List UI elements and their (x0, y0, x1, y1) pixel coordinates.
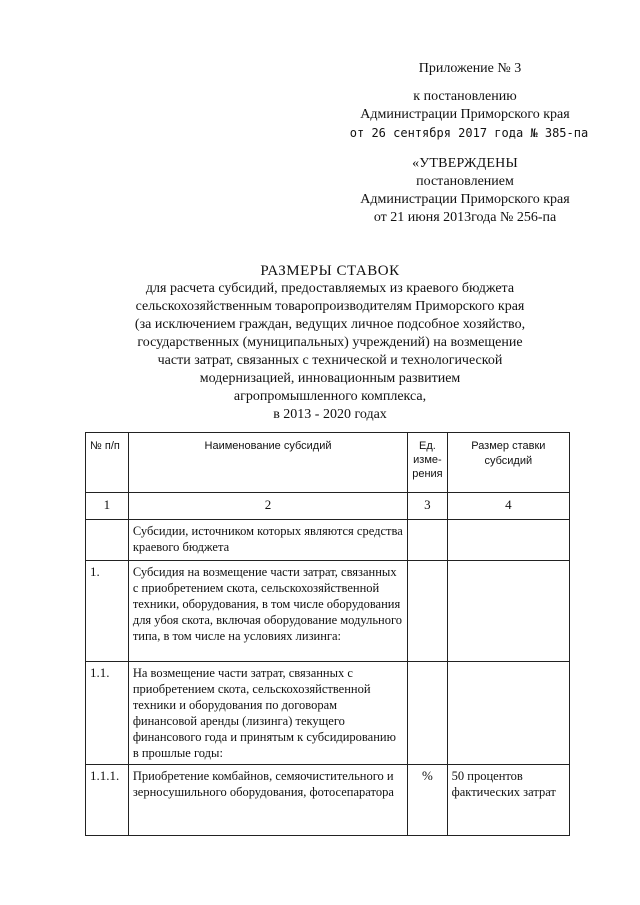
header-unit-line: рения (412, 468, 443, 480)
row-unit: % (408, 765, 447, 836)
row-rate (447, 520, 569, 561)
approved-label: «УТВЕРЖДЕНЫ (412, 156, 518, 171)
title-line: части затрат, связанных с технической и технологической (157, 353, 503, 368)
approved-stamp (340, 155, 590, 227)
header-rate-line: субсидий (484, 455, 533, 467)
row-name: Субсидия на возмещение части затрат, связанных с приобретением скота, сельскохозяйственной техники, оборудования, в том числе оборудования для убоя скота, включая оборудование модульного типа, в том числе на условиях лизинга: (128, 561, 407, 662)
title-line: для расчета субсидий, предоставляемых из краевого бюджета (145, 281, 515, 296)
row-rate: 50 процентов фактических затрат (447, 765, 569, 836)
table-row (86, 561, 570, 662)
row-unit (408, 561, 447, 662)
column-index: 2 (128, 493, 407, 520)
row-num (86, 520, 129, 561)
header-name: Наименование субсидий (128, 433, 407, 493)
table-header-row (86, 433, 570, 493)
row-rate (447, 561, 569, 662)
title-line: модернизацией, инновационным развитием (199, 371, 461, 386)
title-line: сельскохозяйственным товаропроизводителям Приморского края (135, 299, 525, 314)
table-row (86, 662, 570, 765)
title-line: (за исключением граждан, ведущих личное подсобное хозяйство, (134, 317, 526, 332)
approved-by: постановлением (416, 174, 514, 189)
approved-date: от 21 июня 2013года № 256-па (373, 210, 557, 225)
table-row (86, 520, 570, 561)
row-num: 1.1. (86, 662, 129, 765)
rates-table (85, 432, 570, 836)
row-unit (408, 662, 447, 765)
title-line: государственных (муниципальных) учреждений) на возмещение (137, 335, 523, 350)
title-line: в 2013 - 2020 годах (273, 407, 387, 422)
approved-issuer: Администрации Приморского края (360, 192, 570, 207)
row-rate (447, 662, 569, 765)
table-row (86, 765, 570, 836)
decree-issuer: Администрации Приморского края (360, 107, 570, 122)
row-num: 1.1.1. (86, 765, 129, 836)
row-num: 1. (86, 561, 129, 662)
title-main: РАЗМЕРЫ СТАВОК (260, 263, 400, 279)
appendix-number: Приложение № 3 (418, 61, 522, 76)
header-num: № п/п (86, 433, 129, 493)
header-unit-line: Ед. (419, 440, 436, 452)
column-index: 3 (408, 493, 447, 520)
column-index-row (86, 493, 570, 520)
to-decree-label: к постановлению (413, 89, 517, 104)
title-line: агропромышленного комплекса, (233, 389, 427, 404)
row-name: Субсидии, источником которых являются средства краевого бюджета (128, 520, 407, 561)
row-name: На возмещение части затрат, связанных с приобретением скота, сельскохозяйственной техники и оборудования по договорам финансовой аренды (лизинга) текущего финансового года и принятым к субсидированию в прошлые годы: (128, 662, 407, 765)
document-title (100, 262, 560, 424)
row-unit (408, 520, 447, 561)
header-rate-line: Размер ставки (471, 440, 546, 452)
column-index: 4 (447, 493, 569, 520)
decree-date: от 26 сентября 2017 года № 385-па (349, 126, 589, 140)
header-unit-line: изме- (413, 454, 442, 466)
header-rate (447, 433, 569, 493)
appendix-header (330, 60, 600, 143)
header-unit (408, 433, 447, 493)
row-name: Приобретение комбайнов, семяочистительного и зерносушильного оборудования, фотосепаратора (128, 765, 407, 836)
column-index: 1 (86, 493, 129, 520)
